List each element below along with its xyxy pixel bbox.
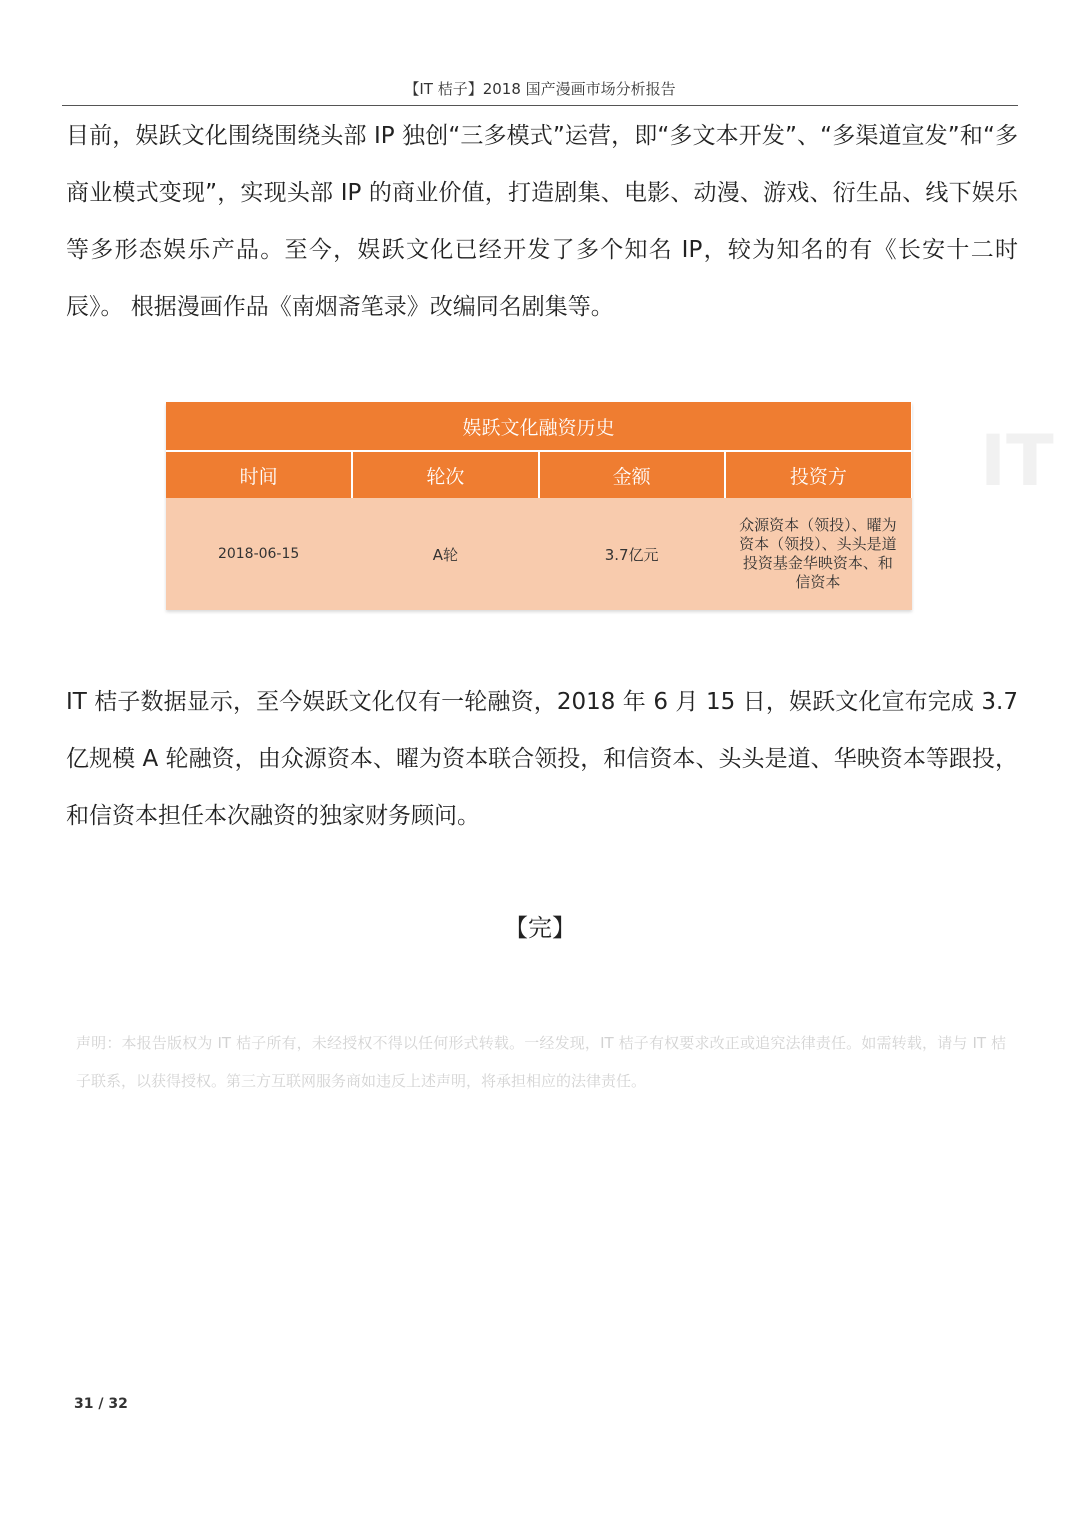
table-row — [166, 498, 911, 610]
column-header-investors: 投资方 — [725, 451, 911, 498]
cell-amount: 3.7亿元 — [539, 498, 725, 610]
cell-investors: 众源资本（领投）、曜为资本（领投）、头头是道投资基金华映资本、和信资本 — [725, 498, 911, 610]
intro-paragraph: 目前，娱跃文化围绕围绕头部 IP 独创“三多模式”运营，即“多文本开发”、“多渠道宣发”和“多商业模式变现”，实现头部 IP 的商业价值，打造剧集、电影、动漫、游戏、衍生品、线下娱乐等多形态娱乐产品。至今，娱跃文化已经开发了多个知名 IP，较为知名的有《长安十二时辰》。 根据漫画作品《南烟斋笔录》改编同名剧集等。 — [66, 123, 1018, 320]
column-header-time: 时间 — [166, 451, 352, 498]
header-divider — [62, 105, 1018, 106]
cell-round: A轮 — [352, 498, 538, 610]
disclaimer-text: 声明：本报告版权为 IT 桔子所有，未经授权不得以任何形式转载。一经发现，IT 桔子有权要求改正或追究法律责任。如需转载，请与 IT 桔子联系，以获得授权。第三方互联网服务商如违反上述声明，将承担相应的法律责任。 — [76, 1034, 1006, 1090]
cell-date: 2018-06-15 — [166, 498, 352, 610]
column-header-round: 轮次 — [352, 451, 538, 498]
financing-history-table — [166, 402, 912, 610]
end-mark: 【完】 — [504, 914, 576, 942]
page-header: 【IT 桔子】2018 国产漫画市场分析报告 — [404, 80, 676, 98]
column-header-amount: 金额 — [539, 451, 725, 498]
page-number: 31 / 32 — [74, 1396, 128, 1412]
funding-paragraph: IT 桔子数据显示，至今娱跃文化仅有一轮融资，2018 年 6 月 15 日，娱跃文化宣布完成 3.7 亿规模 A 轮融资，由众源资本、曜为资本联合领投，和信资本、头头是道、华映资本等跟投，和信资本担任本次融资的独家财务顾问。 — [66, 689, 1018, 829]
table-title: 娱跃文化融资历史 — [166, 402, 911, 451]
watermark-logo: IT — [980, 420, 1054, 502]
